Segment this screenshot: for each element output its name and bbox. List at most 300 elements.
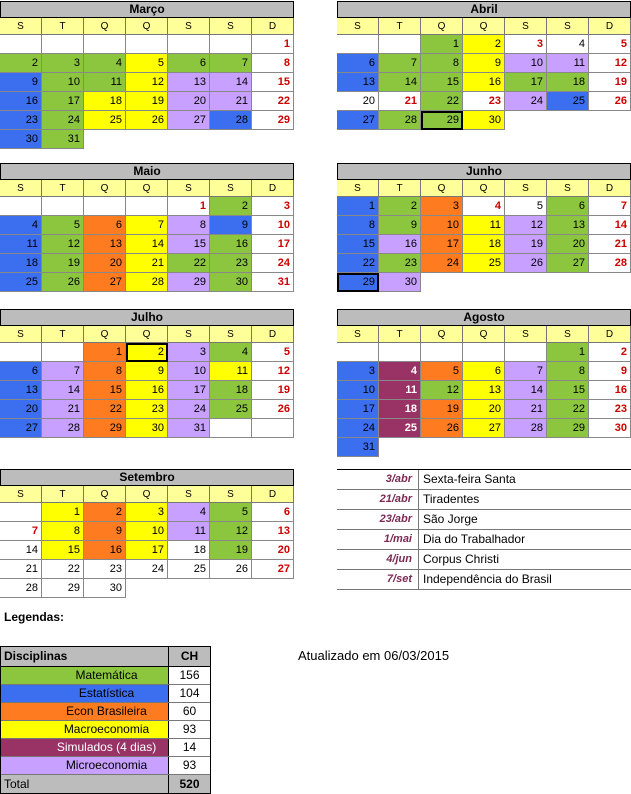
day-cell [463, 343, 505, 362]
day-cell: 20 [337, 92, 379, 111]
weekday-label: Q [126, 486, 168, 503]
day-cell: 22 [84, 400, 126, 419]
weekday-header [0, 326, 294, 343]
weekday-label: D [589, 18, 631, 35]
calendar-march [0, 1, 294, 149]
day-cell: 12 [126, 73, 168, 92]
day-cell: 9 [589, 362, 631, 381]
day-cell: 1 [421, 35, 463, 54]
weekday-label: S [505, 18, 547, 35]
day-grid [337, 343, 631, 457]
weekday-header [0, 486, 294, 503]
day-cell: 26 [126, 111, 168, 130]
legend-swatch [1, 703, 45, 720]
day-cell: 7 [589, 197, 631, 216]
empty-cell [505, 273, 547, 292]
legend-header-discipline: Disciplinas [4, 649, 68, 663]
day-cell: 7 [379, 54, 421, 73]
day-cell: 14 [210, 73, 252, 92]
day-cell: 22 [42, 560, 84, 579]
day-cell: 12 [42, 235, 84, 254]
day-cell [126, 197, 168, 216]
day-cell: 4 [547, 35, 589, 54]
weekday-label: S [505, 180, 547, 197]
day-cell: 29 [168, 273, 210, 292]
day-cell: 11 [463, 216, 505, 235]
day-cell: 6 [463, 362, 505, 381]
weekday-label: T [42, 486, 84, 503]
day-cell: 27 [168, 111, 210, 130]
weekday-label: Q [421, 326, 463, 343]
day-cell: 16 [84, 541, 126, 560]
weekday-label: D [589, 180, 631, 197]
day-cell: 18 [379, 400, 421, 419]
day-cell: 25 [0, 273, 42, 292]
day-cell [252, 419, 294, 438]
day-cell: 30 [463, 111, 505, 130]
day-cell: 18 [84, 92, 126, 111]
day-cell: 18 [210, 381, 252, 400]
day-cell: 9 [463, 54, 505, 73]
day-cell: 26 [421, 419, 463, 438]
day-cell: 22 [421, 92, 463, 111]
day-cell: 25 [168, 560, 210, 579]
day-cell: 4 [84, 54, 126, 73]
legend-title: Legendas: [4, 610, 65, 624]
day-cell: 24 [42, 111, 84, 130]
legend-row: Microeconomia 93 [1, 757, 210, 775]
day-cell: 24 [126, 560, 168, 579]
day-cell: 21 [126, 254, 168, 273]
day-cell: 13 [547, 216, 589, 235]
day-cell: 2 [210, 197, 252, 216]
day-cell: 16 [589, 381, 631, 400]
calendar-april [337, 1, 631, 130]
weekday-label: T [42, 180, 84, 197]
day-cell [42, 35, 84, 54]
weekday-label: S [337, 18, 379, 35]
day-cell: 8 [547, 362, 589, 381]
day-cell: 5 [126, 54, 168, 73]
empty-cell [463, 273, 505, 292]
day-cell: 16 [0, 92, 42, 111]
day-cell: 4 [463, 197, 505, 216]
day-cell: 10 [126, 522, 168, 541]
day-cell: 1 [84, 343, 126, 362]
day-cell: 12 [421, 381, 463, 400]
day-cell: 6 [168, 54, 210, 73]
weekday-label: D [252, 180, 294, 197]
day-cell: 31 [337, 438, 379, 457]
weekday-label: Q [463, 180, 505, 197]
day-cell: 21 [0, 560, 42, 579]
day-cell: 22 [252, 92, 294, 111]
day-cell: 4 [379, 362, 421, 381]
day-cell: 17 [421, 235, 463, 254]
weekday-label: Q [421, 18, 463, 35]
day-grid [337, 35, 631, 130]
day-cell [168, 35, 210, 54]
updated-date: Atualizado em 06/03/2015 [298, 648, 450, 663]
day-cell: 30 [84, 579, 126, 598]
weekday-label: Q [84, 486, 126, 503]
day-cell: 20 [547, 235, 589, 254]
day-cell: 17 [337, 400, 379, 419]
day-cell: 6 [252, 503, 294, 522]
day-cell: 12 [505, 216, 547, 235]
weekday-label: S [337, 180, 379, 197]
day-cell: 28 [589, 254, 631, 273]
day-cell: 13 [252, 522, 294, 541]
holiday-row: 1/mai Dia do Trabalhador [337, 530, 631, 550]
empty-cell [168, 579, 210, 598]
day-cell [84, 35, 126, 54]
legend-row: Matemática 156 [1, 667, 210, 685]
day-cell: 10 [252, 216, 294, 235]
day-cell: 28 [0, 579, 42, 598]
day-cell: 28 [126, 273, 168, 292]
empty-cell [589, 273, 631, 292]
day-cell: 25 [379, 419, 421, 438]
day-cell: 9 [0, 73, 42, 92]
day-cell: 17 [252, 235, 294, 254]
day-cell: 28 [42, 419, 84, 438]
holiday-row: 21/abr Tiradentes [337, 490, 631, 510]
day-cell [337, 35, 379, 54]
day-cell: 12 [252, 362, 294, 381]
legend-swatch [1, 739, 45, 756]
month-title: Julho [0, 309, 294, 326]
day-cell: 19 [210, 541, 252, 560]
weekday-label: S [210, 180, 252, 197]
legend-swatch [1, 667, 45, 684]
empty-cell [126, 579, 168, 598]
empty-cell [379, 438, 421, 457]
day-cell: 2 [379, 197, 421, 216]
day-cell: 4 [0, 216, 42, 235]
day-cell: 2 [84, 503, 126, 522]
weekday-header [337, 180, 631, 197]
day-cell: 31 [168, 419, 210, 438]
day-cell: 22 [168, 254, 210, 273]
calendar-july [0, 309, 294, 438]
empty-cell [547, 111, 589, 130]
holiday-row: 23/abr São Jorge [337, 510, 631, 530]
day-cell: 3 [252, 197, 294, 216]
day-cell: 5 [505, 197, 547, 216]
day-cell: 8 [252, 54, 294, 73]
day-cell: 19 [126, 92, 168, 111]
day-grid [0, 343, 294, 438]
day-cell: 20 [463, 400, 505, 419]
day-cell: 10 [337, 381, 379, 400]
day-cell: 28 [505, 419, 547, 438]
weekday-label: S [505, 326, 547, 343]
day-cell: 18 [547, 73, 589, 92]
legend-total [1, 775, 210, 793]
day-cell: 10 [42, 73, 84, 92]
day-cell [379, 35, 421, 54]
day-cell: 8 [421, 54, 463, 73]
day-cell: 19 [252, 381, 294, 400]
day-cell: 6 [337, 54, 379, 73]
day-cell: 23 [126, 400, 168, 419]
day-cell: 19 [42, 254, 84, 273]
empty-cell [84, 130, 126, 149]
day-cell: 4 [168, 503, 210, 522]
weekday-label: S [337, 326, 379, 343]
day-cell: 24 [337, 419, 379, 438]
day-cell: 15 [168, 235, 210, 254]
day-cell: 23 [84, 560, 126, 579]
empty-cell [252, 579, 294, 598]
day-cell: 11 [379, 381, 421, 400]
legend-row: Macroeconomia 93 [1, 721, 210, 739]
day-cell [0, 343, 42, 362]
day-cell: 25 [547, 92, 589, 111]
day-cell: 19 [505, 235, 547, 254]
day-grid [0, 503, 294, 598]
empty-cell [505, 438, 547, 457]
weekday-label: Q [84, 180, 126, 197]
day-cell: 29 [421, 111, 463, 130]
day-cell: 10 [505, 54, 547, 73]
day-cell [84, 197, 126, 216]
day-cell: 6 [0, 362, 42, 381]
weekday-label: S [210, 18, 252, 35]
holiday-table [337, 469, 631, 590]
day-cell: 25 [210, 400, 252, 419]
day-cell: 9 [210, 216, 252, 235]
weekday-label: T [379, 326, 421, 343]
weekday-label: Q [463, 18, 505, 35]
day-cell [210, 419, 252, 438]
weekday-header [337, 18, 631, 35]
day-cell: 27 [547, 254, 589, 273]
day-cell: 15 [84, 381, 126, 400]
weekday-label: T [42, 326, 84, 343]
weekday-label: Q [84, 18, 126, 35]
weekday-label: Q [126, 18, 168, 35]
day-cell: 24 [168, 400, 210, 419]
day-cell: 3 [168, 343, 210, 362]
month-title: Março [0, 1, 294, 18]
day-grid [0, 197, 294, 292]
month-title: Setembro [0, 469, 294, 486]
day-cell: 1 [42, 503, 84, 522]
empty-cell [589, 111, 631, 130]
weekday-label: Q [421, 180, 463, 197]
day-cell: 11 [547, 54, 589, 73]
day-cell [337, 343, 379, 362]
empty-cell [505, 111, 547, 130]
legend-total-label: Total [4, 777, 30, 791]
weekday-label: S [547, 18, 589, 35]
day-cell: 20 [0, 400, 42, 419]
legend-swatch [1, 685, 45, 702]
day-cell: 5 [252, 343, 294, 362]
day-cell [421, 343, 463, 362]
day-cell: 13 [84, 235, 126, 254]
legend-table [0, 646, 211, 794]
weekday-label: S [547, 180, 589, 197]
day-cell: 16 [126, 381, 168, 400]
day-cell: 7 [126, 216, 168, 235]
weekday-label: S [168, 486, 210, 503]
month-title: Agosto [337, 309, 631, 326]
day-cell: 27 [337, 111, 379, 130]
day-cell: 13 [0, 381, 42, 400]
day-cell [0, 197, 42, 216]
day-cell: 14 [126, 235, 168, 254]
day-cell: 15 [42, 541, 84, 560]
day-cell: 15 [337, 235, 379, 254]
day-cell: 14 [379, 73, 421, 92]
day-cell: 20 [252, 541, 294, 560]
day-cell: 6 [547, 197, 589, 216]
day-cell: 9 [84, 522, 126, 541]
empty-cell [210, 579, 252, 598]
day-cell: 1 [547, 343, 589, 362]
weekday-label: D [252, 486, 294, 503]
day-cell: 16 [210, 235, 252, 254]
holiday-row: 4/jun Corpus Christi [337, 550, 631, 570]
day-cell: 3 [42, 54, 84, 73]
legend-header-ch: CH [168, 647, 210, 666]
day-cell: 23 [0, 111, 42, 130]
day-cell [42, 343, 84, 362]
day-cell: 27 [252, 560, 294, 579]
day-cell: 29 [547, 419, 589, 438]
day-cell: 12 [210, 522, 252, 541]
empty-cell [421, 273, 463, 292]
legend-total-value: 520 [168, 775, 210, 793]
weekday-header [0, 180, 294, 197]
day-cell: 30 [589, 419, 631, 438]
day-cell: 22 [337, 254, 379, 273]
weekday-label: Q [84, 326, 126, 343]
day-cell: 17 [126, 541, 168, 560]
day-cell [505, 343, 547, 362]
day-cell: 26 [589, 92, 631, 111]
day-grid [337, 197, 631, 292]
day-cell [0, 35, 42, 54]
day-cell: 10 [168, 362, 210, 381]
empty-cell [421, 438, 463, 457]
day-cell: 12 [589, 54, 631, 73]
day-cell: 24 [252, 254, 294, 273]
empty-cell [547, 438, 589, 457]
day-cell: 21 [42, 400, 84, 419]
legend-row: Simulados (4 dias) 14 [1, 739, 210, 757]
day-cell: 10 [421, 216, 463, 235]
calendar-june [337, 163, 631, 292]
day-cell: 27 [0, 419, 42, 438]
weekday-label: S [168, 180, 210, 197]
weekday-label: S [0, 486, 42, 503]
day-cell: 7 [0, 522, 42, 541]
day-cell: 25 [463, 254, 505, 273]
day-cell: 30 [0, 130, 42, 149]
day-cell: 8 [168, 216, 210, 235]
day-cell: 23 [463, 92, 505, 111]
day-cell: 11 [84, 73, 126, 92]
month-title: Maio [0, 163, 294, 180]
calendar-august [337, 309, 631, 457]
day-cell [210, 35, 252, 54]
day-cell: 3 [505, 35, 547, 54]
empty-cell [126, 130, 168, 149]
weekday-label: D [252, 18, 294, 35]
day-cell: 14 [505, 381, 547, 400]
day-cell: 20 [168, 92, 210, 111]
day-cell: 7 [210, 54, 252, 73]
day-cell: 16 [379, 235, 421, 254]
empty-cell [252, 130, 294, 149]
day-cell: 23 [589, 400, 631, 419]
weekday-label: T [379, 18, 421, 35]
day-cell: 19 [589, 73, 631, 92]
day-cell: 3 [421, 197, 463, 216]
day-cell: 8 [84, 362, 126, 381]
day-cell: 27 [463, 419, 505, 438]
weekday-label: S [210, 326, 252, 343]
empty-cell [547, 273, 589, 292]
day-cell: 14 [42, 381, 84, 400]
day-cell: 9 [379, 216, 421, 235]
weekday-label: S [210, 486, 252, 503]
day-cell: 13 [463, 381, 505, 400]
day-cell: 5 [589, 35, 631, 54]
month-title: Abril [337, 1, 631, 18]
legend-swatch [1, 757, 45, 774]
day-cell: 18 [168, 541, 210, 560]
day-cell: 28 [210, 111, 252, 130]
legend-header [1, 647, 210, 667]
day-cell: 1 [252, 35, 294, 54]
day-cell: 13 [168, 73, 210, 92]
day-cell: 29 [42, 579, 84, 598]
weekday-label: Q [126, 180, 168, 197]
day-cell: 28 [379, 111, 421, 130]
weekday-label: S [168, 18, 210, 35]
weekday-label: D [252, 326, 294, 343]
day-grid [0, 35, 294, 149]
day-cell [379, 343, 421, 362]
day-cell: 1 [168, 197, 210, 216]
day-cell [0, 503, 42, 522]
weekday-label: T [379, 180, 421, 197]
weekday-label: S [168, 326, 210, 343]
day-cell: 24 [421, 254, 463, 273]
weekday-label: Q [126, 326, 168, 343]
day-cell: 31 [252, 273, 294, 292]
day-cell: 18 [463, 235, 505, 254]
day-cell: 30 [126, 419, 168, 438]
day-cell: 8 [42, 522, 84, 541]
day-cell [42, 197, 84, 216]
day-cell: 3 [126, 503, 168, 522]
day-cell: 7 [42, 362, 84, 381]
day-cell: 9 [126, 362, 168, 381]
day-cell: 18 [0, 254, 42, 273]
day-cell: 21 [379, 92, 421, 111]
day-cell: 2 [0, 54, 42, 73]
day-cell: 24 [505, 92, 547, 111]
legend-swatch [1, 721, 45, 738]
day-cell: 14 [589, 216, 631, 235]
day-cell: 21 [589, 235, 631, 254]
